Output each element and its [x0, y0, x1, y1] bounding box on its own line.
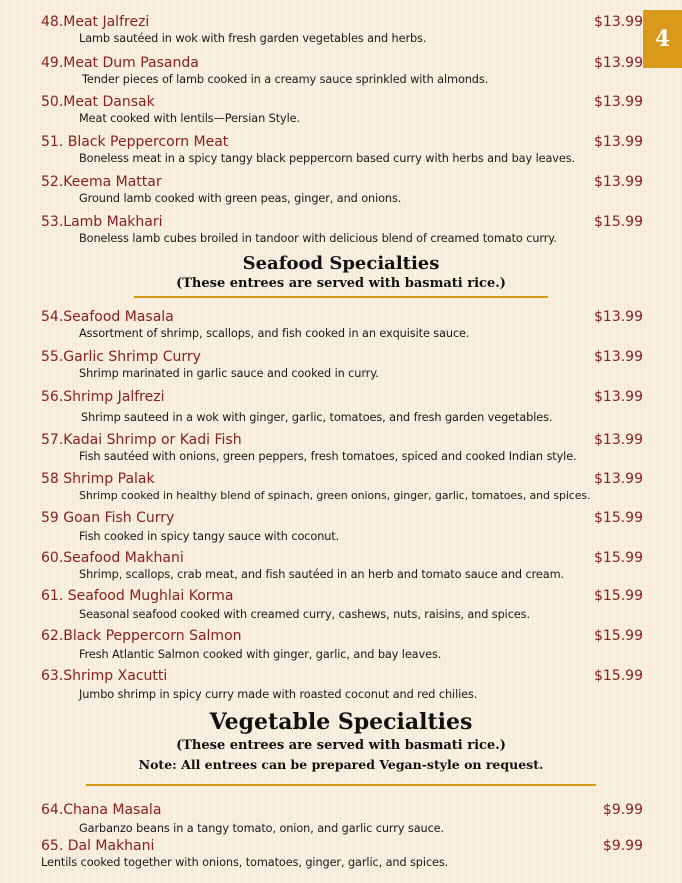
- menu-item-65: [0, 837, 682, 869]
- menu-item-56: [0, 388, 682, 424]
- menu-item-61: [0, 587, 682, 621]
- vegetable-section-subtitle: (These entrees are served with basmati rice.): [176, 738, 506, 753]
- item-description: Boneless meat in a spicy tangy black peppercorn based curry with herbs and bay leaves.: [79, 152, 575, 165]
- menu-item-63: [0, 667, 682, 701]
- item-description: Fish sautéed with onions, green peppers, fresh tomatoes, spiced and cooked Indian style.: [79, 450, 577, 463]
- item-name: 52.Keema Mattar: [41, 174, 162, 190]
- item-price: $15.99: [594, 550, 643, 566]
- item-name: 65. Dal Makhani: [41, 838, 155, 854]
- menu-item-59: [0, 509, 682, 543]
- item-description: Shrimp cooked in healthy blend of spinach, green onions, ginger, garlic, tomatoes, and spices.: [79, 489, 591, 502]
- item-price: $15.99: [594, 588, 643, 604]
- menu-item-48: [0, 13, 682, 45]
- item-name: 51. Black Peppercorn Meat: [41, 134, 229, 150]
- menu-item-64: [0, 801, 682, 835]
- item-description: Shrimp, scallops, crab meat, and fish sautéed in an herb and tomato sauce and cream.: [79, 568, 564, 581]
- item-price: $13.99: [594, 174, 643, 190]
- seafood-section-subtitle: (These entrees are served with basmati rice.): [176, 276, 506, 291]
- item-description: Shrimp marinated in garlic sauce and cooked in curry.: [79, 367, 379, 380]
- menu-item-57: [0, 431, 682, 463]
- item-price: $13.99: [594, 309, 643, 325]
- item-description: Seasonal seafood cooked with creamed curry, cashews, nuts, raisins, and spices.: [79, 608, 530, 621]
- item-description: Boneless lamb cubes broiled in tandoor with delicious blend of creamed tomato curry.: [79, 232, 557, 245]
- item-price: $15.99: [594, 510, 643, 526]
- item-name: 48.Meat Jalfrezi: [41, 14, 150, 30]
- seafood-section-divider: [134, 296, 548, 298]
- page-number-tab: 4: [643, 10, 682, 68]
- item-price: $15.99: [594, 214, 643, 230]
- menu-item-49: [0, 54, 682, 86]
- item-name: 53.Lamb Makhari: [41, 214, 163, 230]
- item-price: $13.99: [594, 14, 643, 30]
- item-name: 62.Black Peppercorn Salmon: [41, 628, 242, 644]
- seafood-section-title: Seafood Specialties: [242, 253, 440, 274]
- item-description: Fresh Atlantic Salmon cooked with ginger, garlic, and bay leaves.: [79, 648, 442, 661]
- item-price: $15.99: [594, 668, 643, 684]
- item-description: Ground lamb cooked with green peas, ginger, and onions.: [79, 192, 402, 205]
- item-price: $13.99: [594, 349, 643, 365]
- menu-item-55: [0, 348, 682, 380]
- item-price: $15.99: [594, 628, 643, 644]
- item-name: 49.Meat Dum Pasanda: [41, 55, 199, 71]
- vegetable-section-divider: [86, 784, 596, 786]
- item-description: Lamb sautéed in wok with fresh garden vegetables and herbs.: [79, 32, 427, 45]
- item-name: 50.Meat Dansak: [41, 94, 155, 110]
- item-name: 57.Kadai Shrimp or Kadi Fish: [41, 432, 242, 448]
- item-description: Meat cooked with lentils—Persian Style.: [79, 112, 300, 125]
- item-description: Tender pieces of lamb cooked in a creamy sauce sprinkled with almonds.: [82, 73, 489, 86]
- menu-item-58: [0, 470, 682, 502]
- item-price: $9.99: [602, 838, 643, 854]
- item-price: $13.99: [594, 55, 643, 71]
- item-price: $13.99: [594, 432, 643, 448]
- menu-item-53: [0, 213, 682, 245]
- menu-item-60: [0, 549, 682, 581]
- item-description: Lentils cooked together with onions, tomatoes, ginger, garlic, and spices.: [41, 856, 449, 869]
- item-name: 63.Shrimp Xacutti: [41, 668, 168, 684]
- menu-item-51: [0, 133, 682, 165]
- item-name: 58 Shrimp Palak: [41, 471, 155, 487]
- item-description: Assortment of shrimp, scallops, and fish cooked in an exquisite sauce.: [79, 327, 470, 340]
- item-description: Garbanzo beans in a tangy tomato, onion, and garlic curry sauce.: [79, 822, 445, 835]
- menu-item-52: [0, 173, 682, 205]
- item-description: Shrimp sauteed in a wok with ginger, garlic, tomatoes, and fresh garden vegetables.: [81, 411, 553, 424]
- item-name: 60.Seafood Makhani: [41, 550, 184, 566]
- menu-item-54: [0, 308, 682, 340]
- item-price: $13.99: [594, 471, 643, 487]
- vegetable-section-note: Note: All entrees can be prepared Vegan-style on request.: [138, 757, 544, 772]
- item-name: 59 Goan Fish Curry: [41, 510, 175, 526]
- item-name: 64.Chana Masala: [41, 802, 162, 818]
- item-name: 55.Garlic Shrimp Curry: [41, 349, 201, 365]
- item-price: $13.99: [594, 389, 643, 405]
- item-description: Jumbo shrimp in spicy curry made with roasted coconut and red chilies.: [79, 688, 478, 701]
- item-price: $9.99: [602, 802, 643, 818]
- menu-item-50: [0, 93, 682, 125]
- vegetable-section-title: Vegetable Specialties: [209, 709, 473, 735]
- item-name: 61. Seafood Mughlai Korma: [41, 588, 234, 604]
- menu-item-62: [0, 627, 682, 661]
- item-price: $13.99: [594, 134, 643, 150]
- item-description: Fish cooked in spicy tangy sauce with coconut.: [79, 530, 340, 543]
- item-name: 54.Seafood Masala: [41, 309, 174, 325]
- item-price: $13.99: [594, 94, 643, 110]
- item-name: 56.Shrimp Jalfrezi: [41, 389, 165, 405]
